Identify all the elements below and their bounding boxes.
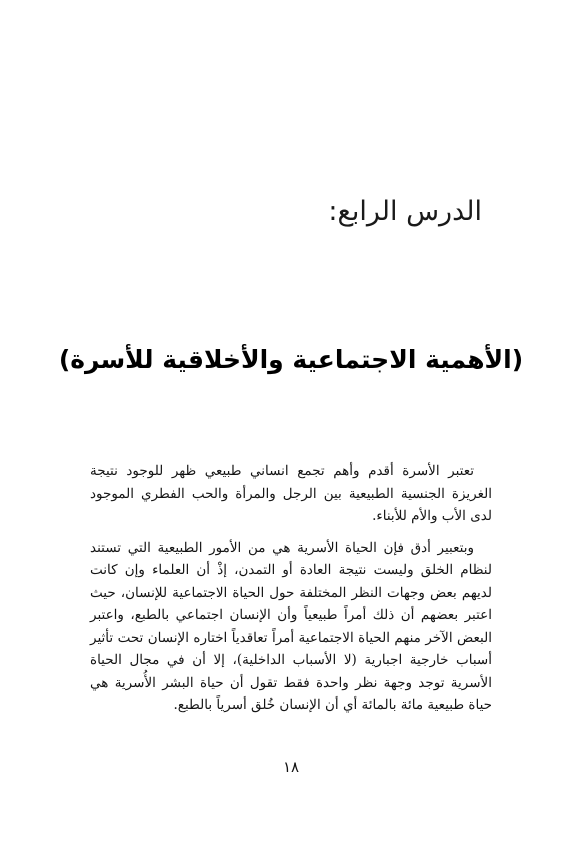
paragraph: تعتبر الأسرة أقدم وأهم تجمع انساني طبيعي ظهر للوجود نتيجة الغريزة الجنسية الطبيعية بين الرجل والمرأة والحب الفطري الموجود لدى الأب والأم للأبناء. — [90, 463, 492, 524]
chapter-title: (الأهمية الاجتماعية والأخلاقية للأسرة) — [58, 345, 524, 374]
paragraph: وبتعبير أدق فإن الحياة الأسرية هي من الأمور الطبيعية التي تستند لنظام الخلق وليست نتيجة العادة أو التمدن، إذْ أن العلماء وإن كانت لديهم بعض وجهات النظر المختلفة حول الحياة الاجتماعية للإنسان، حيث اعتبر بعضهم أن ذلك أمراً طبيعياً وأن الإنسان اجتماعي بالطبع، واعتبر البعض الآخر منهم الحياة الاجتماعية أمراً تعاقدياً اختاره الإنسان تحت تأثير أسباب خارجية اجبارية (لا الأسباب الداخلية)، إلا أن في مجال الحياة الأسرية توجد وجهة نظر واحدة فقط تقول أن حياة البشر الأُسرية هي حياة طبيعية مائة بالمائة أي أن الإنسان خُلق أسرياً بالطبع. — [90, 539, 492, 713]
body-text — [90, 460, 492, 717]
page-number: ١٨ — [282, 758, 300, 776]
lesson-label: الدرس الرابع: — [328, 196, 482, 227]
